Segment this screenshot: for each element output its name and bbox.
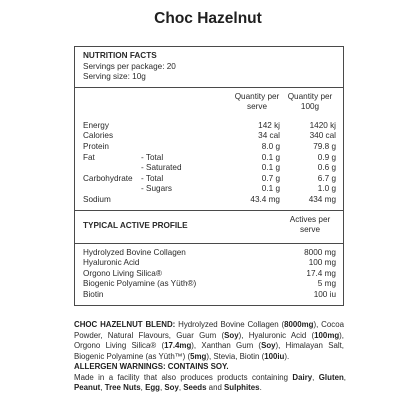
- allergen-plain: ,: [100, 383, 105, 392]
- active-profile-header-section: [75, 211, 343, 244]
- nutrition-row: [83, 184, 336, 195]
- allergen-plain: .: [259, 383, 262, 392]
- allergen-plain: ,: [312, 372, 319, 382]
- nutrition-header-section: [75, 47, 343, 88]
- active-label: Hyaluronic Acid: [83, 258, 140, 268]
- blend-bold: 5mg: [190, 351, 207, 361]
- nutrient-sublabel: - Total: [141, 173, 164, 183]
- allergen-bold: Peanut: [74, 383, 101, 392]
- active-label: Orgono Living Silica®: [83, 268, 162, 278]
- nutrient-label: Calories: [83, 131, 114, 141]
- active-value: 5 mg: [317, 279, 336, 289]
- allergen-bold: Tree Nuts: [104, 383, 141, 392]
- nutrition-row: [83, 121, 336, 132]
- active-value: 8000 mg: [304, 247, 336, 257]
- nutrient-label: Energy: [83, 120, 109, 130]
- allergen-heading: ALLERGEN WARNINGS: CONTAINS SOY.: [74, 362, 229, 371]
- allergen-plain: Made in a facility that also produces products containing: [74, 372, 293, 382]
- blend-bold: 100iu: [264, 351, 285, 361]
- blend-text: ), Orgono Living Silica® (: [74, 330, 344, 350]
- blend-bold: 8000mg: [284, 320, 314, 329]
- per-100g-value: 79.8 g: [313, 141, 336, 151]
- allergen-bold: Egg: [145, 383, 160, 392]
- per-100g-value: 0.9 g: [317, 152, 336, 162]
- active-value: 100 iu: [313, 289, 336, 299]
- blend-text: ), Himalayan Salt, Biogenic Polyamine (as Yüth™) (: [74, 341, 344, 361]
- active-row: [83, 269, 336, 280]
- nutrient-sublabel: - Total: [141, 152, 164, 162]
- active-profile-heading: TYPICAL ACTIVE PROFILE: [83, 220, 188, 230]
- allergen-bold: Gluten: [318, 372, 344, 382]
- blend-text: ), Hyaluronic Acid (: [238, 330, 315, 340]
- active-value: 100 mg: [308, 258, 336, 268]
- per-serve-value: 0.1 g: [261, 163, 280, 173]
- per-serve-value: 8.0 g: [261, 141, 280, 151]
- per-serve-value: 43.4 mg: [250, 194, 280, 204]
- allergen-plain: and: [206, 383, 225, 392]
- blend-text: ), Xanthan Gum (: [191, 341, 262, 350]
- allergen-plain: ,: [178, 383, 184, 392]
- nutrition-table-section: [75, 88, 343, 211]
- product-title: Choc Hazelnut: [154, 10, 262, 27]
- nutrition-row: [83, 163, 336, 174]
- per-100g-value: 0.6 g: [317, 163, 336, 173]
- active-label: Biotin: [83, 289, 104, 299]
- per-100g-value: 6.7 g: [317, 173, 336, 183]
- servings-per-package: Servings per package: 20: [83, 61, 176, 71]
- per-100g-value: 1.0 g: [317, 184, 336, 194]
- allergen-bold: Soy: [164, 383, 179, 392]
- actives-per-serve-header: Actives per serve: [289, 214, 331, 235]
- col-per-100g-header: Quantity per 100g: [287, 91, 333, 112]
- nutrient-sublabel: - Saturated: [141, 163, 182, 173]
- nutrition-column-headers: [83, 92, 336, 116]
- per-serve-value: 0.1 g: [261, 184, 280, 194]
- allergen-plain: ,: [343, 372, 346, 382]
- nutrition-row: [83, 142, 336, 153]
- nutrition-row: [83, 195, 336, 206]
- col-per-serve-header: Quantity per serve: [234, 91, 280, 112]
- nutrient-sublabel: - Sugars: [141, 184, 172, 194]
- active-label: Hydrolyzed Bovine Collagen: [83, 247, 186, 257]
- allergen-bold: Sulphites: [224, 383, 260, 392]
- blend-text: ), Cocoa Powder, Natural Flavours, Guar Gum (: [74, 320, 344, 340]
- per-serve-value: 0.1 g: [261, 152, 280, 162]
- blend-text: ), Stevia, Biotin (: [206, 351, 265, 361]
- nutrition-row: [83, 153, 336, 164]
- nutrient-label: Protein: [83, 141, 109, 151]
- nutrition-row: [83, 174, 336, 185]
- blend-bold: 100mg: [314, 330, 340, 340]
- allergen-warnings: [74, 362, 346, 394]
- nutrition-rows: [83, 121, 336, 206]
- serving-size: Serving size: 10g: [83, 72, 146, 82]
- blend-bold: 17.4mg: [164, 341, 192, 350]
- active-row: [83, 258, 336, 269]
- allergen-bold: Dairy: [292, 372, 313, 382]
- blend-bold: Soy: [261, 341, 276, 350]
- per-100g-value: 340 cal: [309, 131, 336, 141]
- nutrient-label: Sodium: [83, 194, 111, 204]
- per-100g-value: 1420 kj: [309, 120, 336, 130]
- per-100g-value: 434 mg: [308, 194, 336, 204]
- per-serve-value: 0.7 g: [261, 173, 280, 183]
- active-profile-rows: [83, 248, 336, 301]
- active-label: Biogenic Polyamine (as Yüth®): [83, 279, 197, 289]
- active-row: [83, 279, 336, 290]
- active-profile-section: [75, 244, 343, 305]
- blend-text: ).: [284, 351, 290, 361]
- blend-label: CHOC HAZELNUT BLEND:: [74, 320, 176, 329]
- blend-bold: Soy: [224, 330, 239, 340]
- nutrition-row: [83, 131, 336, 142]
- nutrient-label: Carbohydrate: [83, 173, 133, 183]
- active-value: 17.4 mg: [306, 268, 336, 278]
- blend-ingredients: [74, 320, 344, 362]
- active-row: [83, 290, 336, 301]
- per-serve-value: 142 kj: [258, 120, 280, 130]
- nutrition-panel: [74, 46, 344, 306]
- nutrition-facts-heading: NUTRITION FACTS: [83, 51, 157, 60]
- per-serve-value: 34 cal: [258, 131, 280, 141]
- allergen-plain: ,: [159, 383, 165, 392]
- allergen-bold: Seeds: [183, 383, 207, 392]
- allergen-text: [74, 373, 346, 394]
- blend-text: Hydrolyzed Bovine Collagen (: [175, 320, 285, 329]
- nutrient-label: Fat: [83, 152, 95, 162]
- allergen-plain: ,: [140, 383, 146, 392]
- active-row: [83, 248, 336, 259]
